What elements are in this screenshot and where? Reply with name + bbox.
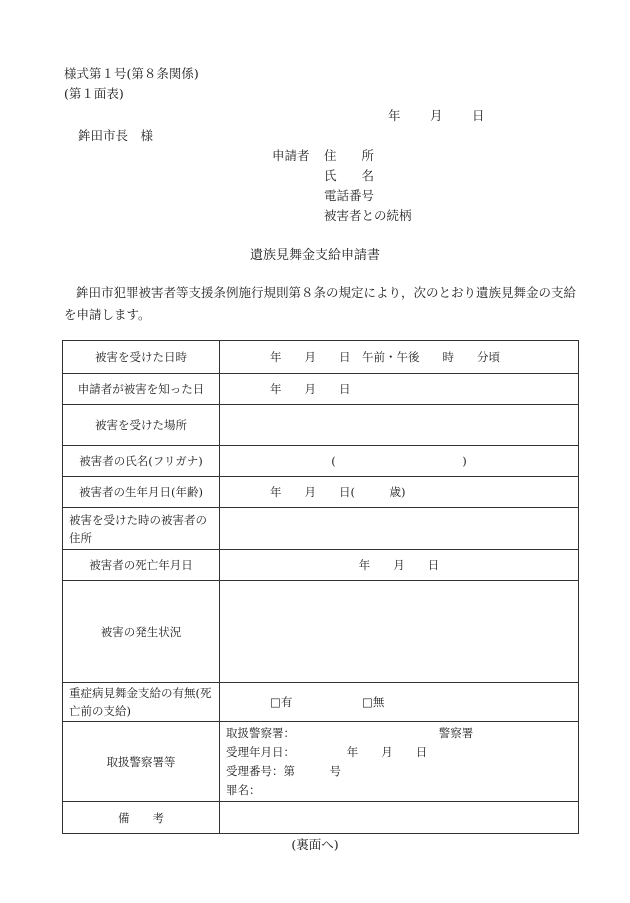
addressee: 鉾田市長 様 (78, 128, 154, 143)
police-info-field (220, 722, 579, 802)
row-label: 被害を受けた時の被害者の住所 (63, 508, 220, 550)
damage-datetime-field[interactable]: 年 月 日 午前・午後 時 分頃 (220, 341, 579, 374)
table-row (63, 683, 579, 722)
row-label: 被害を受けた場所 (63, 405, 220, 446)
remarks-field[interactable] (220, 802, 579, 834)
applicant-relationship-field[interactable]: 被害者との続柄 (324, 208, 412, 223)
form-number: 様式第１号(第８条関係) (64, 66, 199, 81)
prior-payment-field (220, 683, 579, 722)
date-year: 年 (388, 108, 401, 123)
receipt-number-line[interactable]: 受理番号：第 号 (226, 763, 341, 778)
table-row (63, 341, 579, 374)
side-indicator: (第１面表) (64, 86, 124, 101)
yes-checkbox[interactable]: □有 (270, 695, 293, 709)
damage-place-field[interactable] (220, 405, 579, 446)
applicant-phone-field[interactable]: 電話番号 (324, 188, 375, 203)
police-station-line[interactable]: 取扱警察署： 警察署 (226, 725, 474, 740)
table-row (63, 477, 579, 508)
known-date-field[interactable]: 年 月 日 (220, 374, 579, 405)
row-label: 取扱警察署等 (63, 722, 220, 802)
no-checkbox[interactable]: □無 (362, 695, 385, 709)
application-date (388, 106, 485, 124)
victim-address-field[interactable] (220, 508, 579, 550)
receipt-date-line[interactable]: 受理年月日： 年 月 日 (226, 744, 428, 759)
row-label: 被害者の氏名(フリガナ) (63, 446, 220, 477)
document-title: 遺族見舞金支給申請書 (249, 248, 380, 263)
table-row (63, 446, 579, 477)
table-row (63, 550, 579, 581)
date-month: 月 (430, 108, 443, 123)
victim-birthdate-field[interactable]: 年 月 日( 歳) (220, 477, 579, 508)
row-label: 申請者が被害を知った日 (63, 374, 220, 405)
table-row (63, 405, 579, 446)
victim-death-date-field[interactable]: 年 月 日 (220, 550, 579, 581)
row-label: 被害者の死亡年月日 (63, 550, 220, 581)
table-row (63, 374, 579, 405)
table-row (63, 508, 579, 550)
date-day: 日 (472, 108, 485, 123)
applicant-name-field[interactable]: 氏 名 (324, 168, 375, 183)
crime-name-line[interactable]: 罪名： (226, 782, 261, 797)
continue-note: (裏面へ) (291, 837, 339, 852)
table-row (63, 722, 579, 802)
applicant-label: 申請者 (272, 148, 310, 163)
row-label: 被害を受けた日時 (63, 341, 220, 374)
table-row (63, 802, 579, 834)
damage-situation-field[interactable] (220, 581, 579, 683)
row-label: 被害者の生年月日(年齢) (63, 477, 220, 508)
applicant-address-field[interactable]: 住 所 (324, 148, 375, 163)
row-label: 重症病見舞金支給の有無(死亡前の支給) (63, 683, 220, 722)
victim-name-field[interactable]: ( ) (220, 446, 579, 477)
row-label: 被害の発生状況 (63, 581, 220, 683)
intro-text: 鉾田市犯罪被害者等支援条例施行規則第８条の規定により，次のとおり遺族見舞金の支給を申請します。 (64, 285, 577, 322)
table-row (63, 581, 579, 683)
application-form-table (62, 340, 579, 834)
row-label: 備 考 (63, 802, 220, 834)
